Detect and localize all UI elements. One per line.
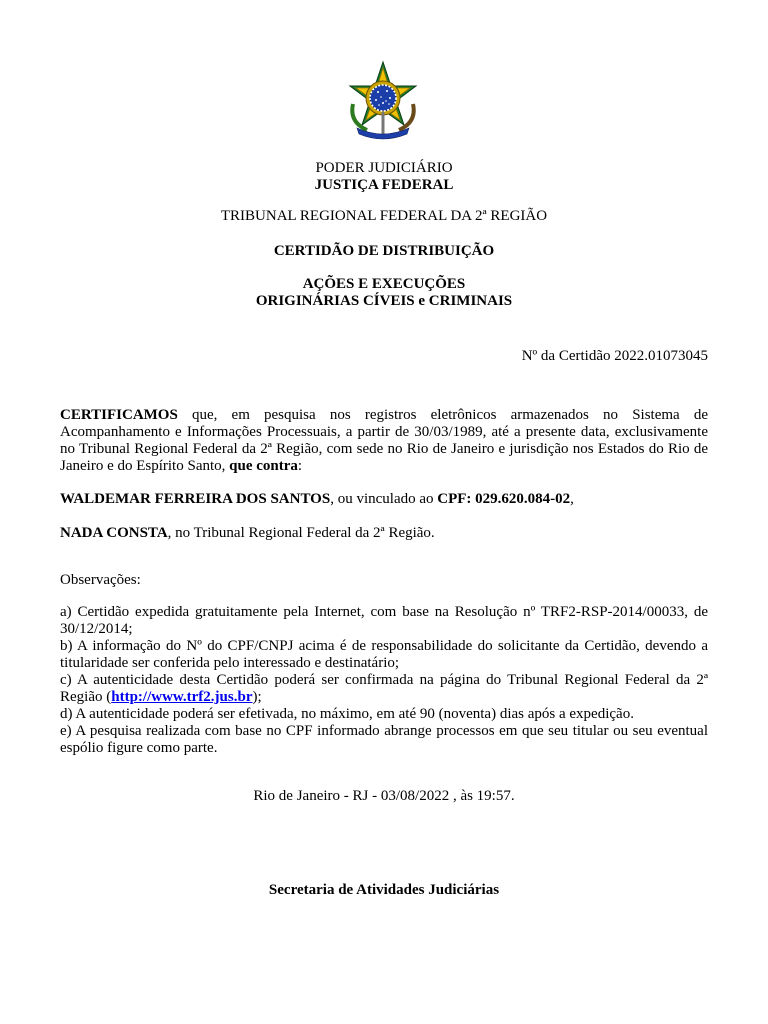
observation-a: a) Certidão expedida gratuitamente pela Internet, com base na Resolução nº TRF2-RSP-2014/00033, de 30/12/2014; (60, 604, 708, 637)
result-status: NADA CONSTA (60, 525, 168, 541)
subject-end: , (570, 491, 574, 507)
certificate-number: Nº da Certidão 2022.01073045 (521, 348, 708, 364)
result-text: , no Tribunal Regional Federal da 2ª Região. (167, 525, 435, 541)
place-and-date: Rio de Janeiro - RJ - 03/08/2022 , às 19:57. (253, 788, 515, 804)
subject-cpf: CPF: 029.620.084-02 (437, 491, 571, 507)
certify-paragraph (60, 407, 708, 475)
scope-line2: ORIGINÁRIAS CÍVEIS e CRIMINAIS (255, 293, 513, 309)
trf2-website-link[interactable]: http://www.trf2.jus.br (111, 689, 253, 705)
brazil-coat-of-arms-icon (343, 60, 423, 140)
scope-line1: AÇÕES E EXECUÇÕES (302, 276, 466, 292)
subject-paragraph (60, 491, 708, 508)
certify-against: que contra (229, 458, 298, 474)
observations-title: Observações: (60, 572, 141, 588)
certify-text: que, em pesquisa nos registros eletrônicos armazenados no Sistema de Acompanhamento e Informações Processuais, a partir de 30/03/1989, até a presente data, exclusivamente no Tribunal Regional Federal da 2ª Região, com sede no Rio de Janeiro e jurisdição nos Estados do Rio de Janeiro e do Espírito Santo, (60, 407, 708, 474)
subject-name: WALDEMAR FERREIRA DOS SANTOS (60, 491, 331, 507)
observation-c-post: ); (252, 689, 262, 705)
observation-e: e) A pesquisa realizada com base no CPF informado abrange processos em que seu titular ou seu eventual espólio figure como parte. (60, 723, 708, 756)
court-name: TRIBUNAL REGIONAL FEDERAL DA 2ª REGIÃO (220, 208, 548, 224)
subject-mid: , ou vinculado ao (330, 491, 438, 507)
observation-d: d) A autenticidade poderá ser efetivada, no máximo, em até 90 (noventa) dias após a expedição. (60, 706, 634, 722)
header-line1: PODER JUDICIÁRIO (315, 160, 453, 176)
certify-colon: : (297, 458, 303, 474)
result-paragraph (60, 525, 708, 542)
certify-lead: CERTIFICAMOS (60, 407, 178, 423)
observations-list (60, 604, 708, 757)
document-type: CERTIDÃO DE DISTRIBUIÇÃO (273, 243, 495, 259)
signature-office: Secretaria de Atividades Judiciárias (268, 882, 500, 898)
observation-c-pre: c) A autenticidade desta Certidão poderá ser confirmada na página do Tribunal Regional Federal da 2ª Região ( (60, 672, 708, 705)
observation-c (60, 672, 708, 706)
observation-b: b) A informação do Nº do CPF/CNPJ acima é de responsabilidade do solicitante da Certidão, devendo a titularidade ser conferida pelo interessado e destinatário; (60, 638, 708, 671)
header-line2: JUSTIÇA FEDERAL (314, 177, 454, 193)
